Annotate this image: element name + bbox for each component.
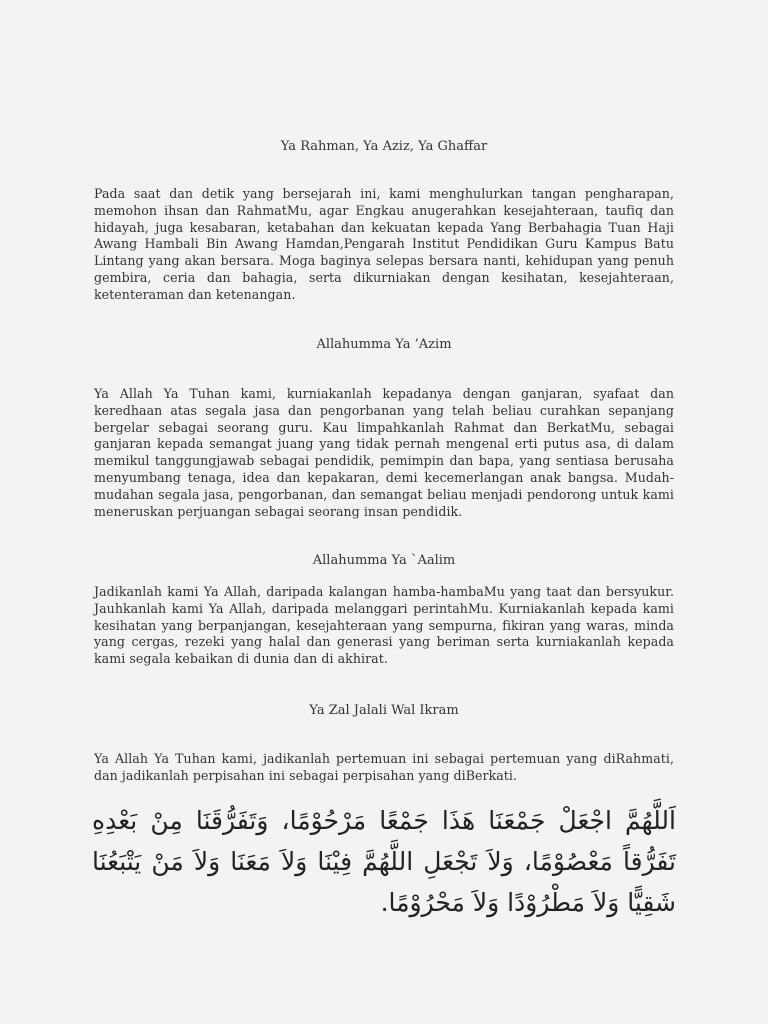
section-paragraph-4: Ya Allah Ya Tuhan kami, jadikanlah pertemuan ini sebagai pertemuan yang diRahmati, dan jadikanlah perpisahan ini sebagai perpisahan yang diBerkati. xyxy=(94,751,674,783)
section-paragraph-1: Pada saat dan detik yang bersejarah ini, kami menghulurkan tangan pengharapan, memohon ihsan dan RahmatMu, agar Engkau anugerahkan kesejahteraan, taufiq dan hidayah, juga kesabaran, ketabahan dan kekuatan kepada Yang Berbahagia Tuan Haji Awang Hambali Bin Awang Hamdan,Pengarah Institut Pendidikan Guru Kampus Batu Lintang yang akan bersara. Moga baginya selepas bersara nanti, kehidupan yang penuh gembira, ceria dan bahagia, serta dikurniakan dengan kesihatan, kesejahteraan, ketenteraman dan ketenangan. xyxy=(94,186,674,302)
section-heading-2: Allahumma Ya ’Azim xyxy=(316,337,452,352)
section-paragraph-2: Ya Allah Ya Tuhan kami, kurniakanlah kepadanya dengan ganjaran, syafaat dan keredhaan atas segala jasa dan pengorbanan yang telah beliau curahkan sepanjang bergelar sebagai seorang guru. Kau limpahkanlah Rahmat dan BerkatMu, sebagai ganjaran kepada semangat juang yang tidak pernah mengenal erti putus asa, di dalam memikul tanggungjawab sebagai pendidik, pemimpin dan bapa, yang sentiasa berusaha menyumbang tenaga, idea dan kepakaran, demi kecemerlangan anak bangsa. Mudah-mudahan segala jasa, pengorbanan, dan semangat beliau menjadi pendorong untuk kami meneruskan perjuangan sebagai seorang insan pendidik. xyxy=(94,386,674,519)
section-paragraph-3: Jadikanlah kami Ya Allah, daripada kalangan hamba-hambaMu yang taat dan bersyukur. Jauhkanlah kami Ya Allah, daripada melanggari perintahMu. Kurniakanlah kepada kami kesihatan yang berpanjangan, kesejahteraan yang sempurna, fikiran yang waras, minda yang cergas, rezeki yang halal dan generasi yang beriman serta kurniakanlah kepada kami segala kebaikan di dunia dan di akhirat. xyxy=(94,584,674,667)
section-heading-4: Ya Zal Jalali Wal Ikram xyxy=(309,703,459,718)
arabic-prayer: اَللَّهُمَّ اجْعَلْ جَمْعَنَا هَذَا جَمْعًا مَرْحُوْمًا، وَتَفَرُّقَنَا مِنْ بَعْدِهِ تَفَرُّقاً مَعْصُوْمًا، وَلاَ تَجْعَلِ اللَّهُمَّ فِيْنَا وَلاَ مَعَنَا وَلاَ مَنْ يَتْبَعُنَا شَقِيًّا وَلاَ مَطْرُوْدًا وَلاَ مَحْرُوْمًا. xyxy=(92,806,676,917)
section-heading-1: Ya Rahman, Ya Aziz, Ya Ghaffar xyxy=(280,139,488,154)
section-heading-3: Allahumma Ya `Aalim xyxy=(312,553,456,568)
